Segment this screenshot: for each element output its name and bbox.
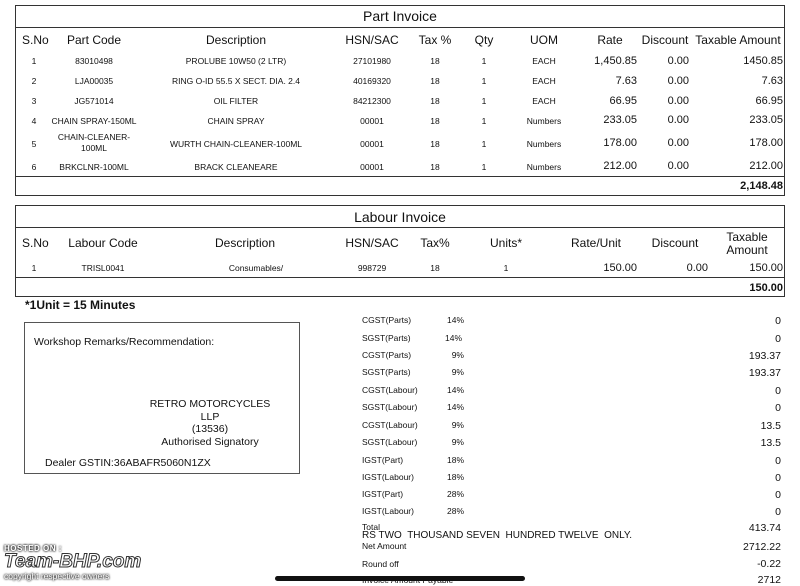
header-sno: S.No bbox=[22, 236, 49, 250]
header-units: Units* bbox=[489, 236, 523, 250]
cell-discount: 0.00 bbox=[667, 114, 689, 126]
tax-label: CGST(Labour) bbox=[362, 385, 418, 395]
company-name: RETRO MOTORCYCLES LLP bbox=[149, 398, 271, 423]
cell-taxable: 66.95 bbox=[755, 95, 783, 107]
tax-label: CGST(Labour) bbox=[362, 420, 418, 430]
cell-rate: 7.63 bbox=[615, 75, 637, 87]
cell-tax: 18 bbox=[430, 162, 440, 172]
cell-tax: 18 bbox=[430, 139, 440, 149]
cell-desc: BRACK CLEANEARE bbox=[194, 162, 278, 172]
cell-tax: 18 bbox=[430, 116, 440, 126]
watermark-logo: Team-BHP.com bbox=[4, 551, 142, 572]
cell-desc: Consumables/ bbox=[228, 263, 284, 273]
tax-label: IGST(Labour) bbox=[362, 472, 414, 482]
tax-value: 193.37 bbox=[748, 367, 781, 379]
tax-value: 0 bbox=[775, 315, 781, 327]
cell-qty: 1 bbox=[481, 162, 487, 172]
tax-rate: 28% bbox=[446, 489, 464, 499]
net-amount-label: Net Amount bbox=[362, 541, 407, 551]
header-description: Description bbox=[214, 236, 276, 250]
tax-rate: 14% bbox=[444, 333, 462, 343]
cell-units: 1 bbox=[503, 263, 509, 273]
cell-rate: 178.00 bbox=[603, 137, 637, 149]
tax-label: IGST(Part) bbox=[362, 489, 404, 499]
watermark-copyright: copyright respective owners bbox=[4, 571, 110, 581]
cell-uom: Numbers bbox=[526, 162, 562, 172]
amount-in-words: RS TWO THOUSAND SEVEN HUNDRED TWELVE ONLY. bbox=[362, 530, 633, 541]
cell-desc: PROLUBE 10W50 (2 LTR) bbox=[185, 56, 287, 66]
dealer-gstin: Dealer GSTIN:36ABAFR5060N1ZX bbox=[45, 457, 211, 469]
cell-discount: 0.00 bbox=[667, 160, 689, 172]
cell-code: 83010498 bbox=[75, 56, 113, 66]
header-hsn: HSN/SAC bbox=[345, 236, 399, 250]
header-labour-code: Labour Code bbox=[68, 236, 138, 250]
round-off-value: -0.22 bbox=[757, 558, 781, 570]
cell-uom: EACH bbox=[532, 96, 556, 106]
signatory-label: Authorised Signatory bbox=[161, 435, 259, 448]
cell-code: JG571014 bbox=[74, 96, 114, 106]
tax-value: 13.5 bbox=[760, 437, 781, 449]
divider bbox=[15, 176, 785, 177]
divider bbox=[15, 277, 785, 278]
cell-sno: 1 bbox=[31, 56, 37, 66]
tax-label: SGST(Parts) bbox=[362, 367, 411, 377]
cell-discount: 0.00 bbox=[667, 55, 689, 67]
header-description: Description bbox=[205, 33, 267, 47]
cell-rate: 66.95 bbox=[609, 95, 637, 107]
remarks-heading: Workshop Remarks/Recommendation: bbox=[34, 336, 215, 348]
cell-sno: 6 bbox=[31, 162, 37, 172]
amount-payable-value: 2712 bbox=[757, 574, 781, 586]
header-sno: S.No bbox=[22, 33, 49, 47]
part-invoice-title: Part Invoice bbox=[363, 8, 437, 24]
cell-hsn: 00001 bbox=[360, 116, 384, 126]
cell-sno: 1 bbox=[31, 263, 37, 273]
cell-uom: EACH bbox=[532, 76, 556, 86]
header-hsn: HSN/SAC bbox=[345, 33, 399, 47]
part-total: 2,148.48 bbox=[740, 180, 783, 192]
cell-taxable: 7.63 bbox=[761, 75, 783, 87]
cell-taxable: 178.00 bbox=[749, 137, 783, 149]
header-discount: Discount bbox=[651, 236, 699, 250]
cell-qty: 1 bbox=[481, 96, 487, 106]
cell-rate: 1,450.85 bbox=[594, 55, 637, 67]
cell-desc: OIL FILTER bbox=[213, 96, 259, 106]
cell-hsn: 40169320 bbox=[353, 76, 391, 86]
cell-qty: 1 bbox=[481, 56, 487, 66]
cell-rate: 212.00 bbox=[603, 160, 637, 172]
watermark bbox=[4, 544, 141, 581]
cell-taxable: 233.05 bbox=[749, 114, 783, 126]
cell-discount: 0.00 bbox=[686, 262, 708, 274]
cell-sno: 3 bbox=[31, 96, 37, 106]
tax-rate: 14% bbox=[446, 385, 464, 395]
header-discount: Discount bbox=[641, 33, 689, 47]
tax-rate: 9% bbox=[451, 367, 464, 377]
header-tax: Tax % bbox=[418, 33, 452, 47]
tax-value: 0 bbox=[775, 489, 781, 501]
cell-uom: EACH bbox=[532, 56, 556, 66]
tax-label: SGST(Parts) bbox=[362, 333, 411, 343]
header-uom: UOM bbox=[530, 33, 558, 47]
header-rate-unit: Rate/Unit bbox=[570, 236, 622, 250]
tax-label: IGST(Part) bbox=[362, 455, 404, 465]
round-off-label: Round off bbox=[362, 559, 399, 569]
cell-hsn: 27101980 bbox=[353, 56, 391, 66]
cell-hsn: 84212300 bbox=[353, 96, 391, 106]
cell-uom: Numbers bbox=[526, 116, 562, 126]
cell-tax: 18 bbox=[430, 263, 440, 273]
tax-value: 0 bbox=[775, 472, 781, 484]
cell-taxable: 150.00 bbox=[749, 262, 783, 274]
total-value: 413.74 bbox=[748, 522, 781, 534]
company-code: (13536) bbox=[191, 423, 229, 435]
cell-tax: 18 bbox=[430, 96, 440, 106]
tax-value: 0 bbox=[775, 333, 781, 345]
cell-uom: Numbers bbox=[526, 139, 562, 149]
cell-sno: 5 bbox=[31, 139, 37, 149]
cell-qty: 1 bbox=[481, 139, 487, 149]
tax-rate: 18% bbox=[446, 455, 464, 465]
tax-value: 0 bbox=[775, 506, 781, 518]
tax-rate: 9% bbox=[451, 437, 464, 447]
header-part-code: Part Code bbox=[66, 33, 122, 47]
signatory-block bbox=[142, 398, 278, 448]
cell-tax: 18 bbox=[430, 56, 440, 66]
cell-rate: 150.00 bbox=[603, 262, 637, 274]
cell-hsn: 998729 bbox=[357, 263, 387, 273]
net-amount-value: 2712.22 bbox=[743, 541, 781, 553]
cell-code: LJA00035 bbox=[74, 76, 114, 86]
cell-taxable: 1450.85 bbox=[743, 55, 783, 67]
labour-invoice-title: Labour Invoice bbox=[354, 209, 446, 225]
tax-label: CGST(Parts) bbox=[362, 315, 412, 325]
cell-rate: 233.05 bbox=[603, 114, 637, 126]
cell-discount: 0.00 bbox=[667, 137, 689, 149]
cell-discount: 0.00 bbox=[667, 75, 689, 87]
tax-rate: 14% bbox=[446, 315, 464, 325]
tax-rate: 9% bbox=[451, 350, 464, 360]
cell-code: CHAIN SPRAY-150ML bbox=[51, 116, 137, 126]
total-label: Total bbox=[362, 522, 380, 532]
divider bbox=[15, 227, 785, 228]
cell-code: BRKCLNR-100ML bbox=[59, 162, 129, 172]
header-taxable: Taxable Amount bbox=[695, 33, 781, 47]
cell-hsn: 00001 bbox=[360, 162, 384, 172]
cell-desc: WURTH CHAIN-CLEANER-100ML bbox=[169, 139, 303, 149]
cell-qty: 1 bbox=[481, 76, 487, 86]
cell-discount: 0.00 bbox=[667, 95, 689, 107]
tax-value: 0 bbox=[775, 385, 781, 397]
tax-value: 0 bbox=[775, 455, 781, 467]
cell-taxable: 212.00 bbox=[749, 160, 783, 172]
header-rate: Rate bbox=[597, 33, 623, 47]
cell-code: CHAIN-CLEANER-100ML bbox=[57, 132, 131, 153]
tax-value: 13.5 bbox=[760, 420, 781, 432]
cell-qty: 1 bbox=[481, 116, 487, 126]
header-amount: Amount bbox=[726, 243, 768, 257]
tax-rate: 28% bbox=[446, 506, 464, 516]
header-taxable: Taxable bbox=[726, 230, 768, 244]
header-qty: Qty bbox=[474, 33, 494, 47]
labour-total: 150.00 bbox=[749, 282, 783, 294]
cell-tax: 18 bbox=[430, 76, 440, 86]
tax-value: 0 bbox=[775, 402, 781, 414]
unit-note: *1Unit = 15 Minutes bbox=[25, 298, 136, 312]
cell-hsn: 00001 bbox=[360, 139, 384, 149]
cell-desc: CHAIN SPRAY bbox=[207, 116, 265, 126]
tax-rate: 9% bbox=[451, 420, 464, 430]
cell-code: TRISL0041 bbox=[81, 263, 125, 273]
tax-rate: 14% bbox=[446, 402, 464, 412]
tax-value: 193.37 bbox=[748, 350, 781, 362]
cell-sno: 4 bbox=[31, 116, 37, 126]
tax-label: IGST(Labour) bbox=[362, 506, 414, 516]
cell-desc: RING O-ID 55.5 X SECT. DIA. 2.4 bbox=[171, 76, 301, 86]
tax-label: SGST(Labour) bbox=[362, 402, 418, 412]
home-indicator bbox=[275, 576, 525, 581]
tax-label: CGST(Parts) bbox=[362, 350, 412, 360]
cell-sno: 2 bbox=[31, 76, 37, 86]
tax-rate: 18% bbox=[446, 472, 464, 482]
watermark-hosted: HOSTED ON : bbox=[4, 544, 62, 553]
header-tax: Tax% bbox=[420, 236, 450, 250]
tax-label: SGST(Labour) bbox=[362, 437, 418, 447]
divider bbox=[15, 27, 785, 28]
